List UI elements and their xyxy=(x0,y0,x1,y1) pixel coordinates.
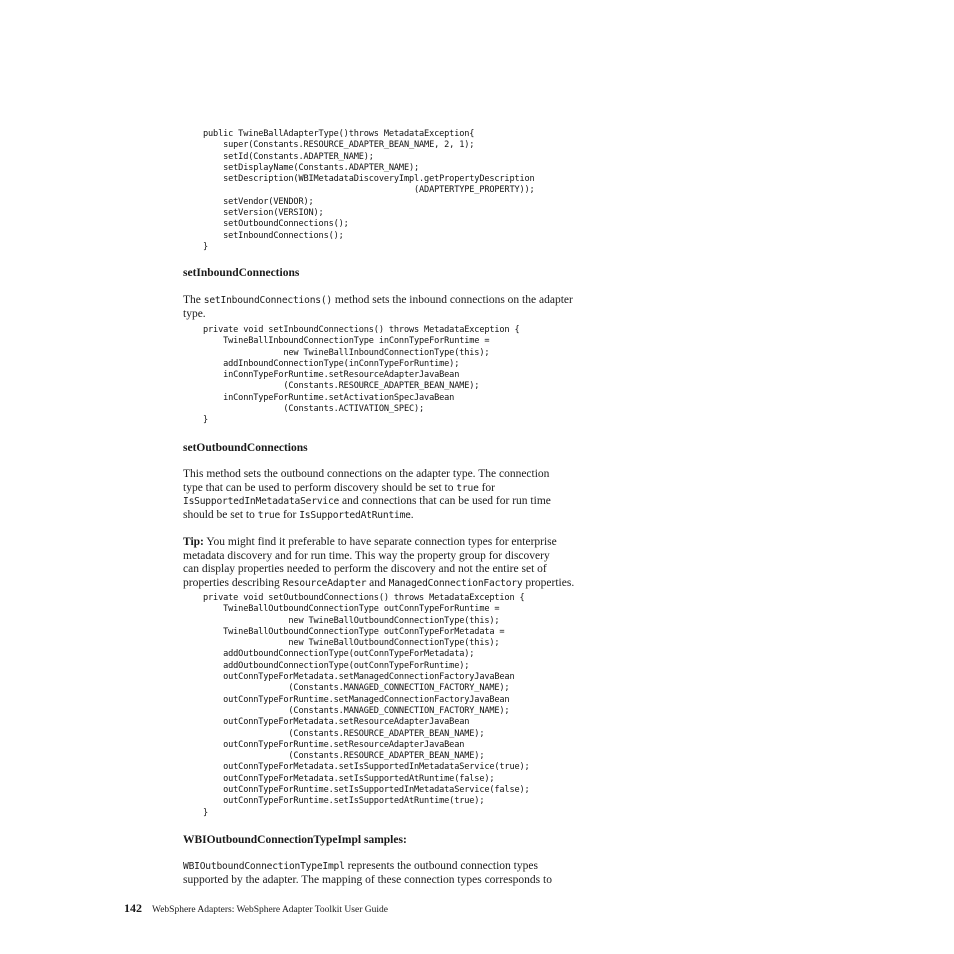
section-heading-inbound: setInboundConnections xyxy=(183,267,300,279)
code-line: private void setOutboundConnections() throws MetadataException { xyxy=(203,593,525,603)
code-line: outConnTypeForRuntime.setManagedConnectionFactoryJavaBean xyxy=(203,694,510,705)
code-line: (Constants.MANAGED_CONNECTION_FACTORY_NAME); xyxy=(203,705,510,716)
section-heading-samples: WBIOutboundConnectionTypeImpl samples: xyxy=(183,834,407,846)
code-line: public TwineBallAdapterType()throws MetadataException{ xyxy=(203,129,475,139)
code-line: setDescription(WBIMetadataDiscoveryImpl.getPropertyDescription xyxy=(203,174,535,185)
code-line: setVendor(VENDOR); xyxy=(203,196,314,207)
section-heading-outbound: setOutboundConnections xyxy=(183,442,308,454)
code-line: (Constants.RESOURCE_ADAPTER_BEAN_NAME); xyxy=(203,728,485,739)
tip-label: Tip: xyxy=(183,536,204,548)
paragraph-samples-description: WBIOutboundConnectionTypeImpl represents the outbound connection types supported by the adapter. The mapping of these connection types corresponds to xyxy=(183,860,552,886)
paragraph-inbound-description: The setInboundConnections() method sets the inbound connections on the adapter type. xyxy=(183,294,573,320)
paragraph-outbound-description: This method sets the outbound connections on the adapter type. The connection type that can be used to perform discovery should be set to true for IsSupportedInMetadataService and connections that can be used for run time should be set to true for IsSupportedAtRuntime. xyxy=(183,468,551,521)
code-line: new TwineBallOutboundConnectionType(this); xyxy=(203,615,500,626)
code-block-inbound xyxy=(203,325,520,427)
code-line: TwineBallInboundConnectionType inConnTypeForRuntime = xyxy=(203,336,490,347)
page-footer xyxy=(124,901,388,917)
footer-title: WebSphere Adapters: WebSphere Adapter Toolkit User Guide xyxy=(152,905,388,915)
code-line: outConnTypeForMetadata.setIsSupportedInMetadataService(true); xyxy=(203,762,530,773)
code-line: outConnTypeForMetadata.setResourceAdapterJavaBean xyxy=(203,717,470,728)
code-line: (ADAPTERTYPE_PROPERTY)); xyxy=(203,185,535,196)
code-line: addInboundConnectionType(inConnTypeForRuntime); xyxy=(203,358,460,369)
code-line: outConnTypeForRuntime.setResourceAdapterJavaBean xyxy=(203,739,465,750)
code-line: outConnTypeForMetadata.setManagedConnectionFactoryJavaBean xyxy=(203,672,515,683)
code-line: (Constants.MANAGED_CONNECTION_FACTORY_NAME); xyxy=(203,683,510,694)
code-line: setId(Constants.ADAPTER_NAME); xyxy=(203,151,374,162)
code-line: } xyxy=(203,241,209,252)
code-line: setDisplayName(Constants.ADAPTER_NAME); xyxy=(203,162,420,173)
code-line: outConnTypeForMetadata.setIsSupportedAtRuntime(false); xyxy=(203,773,495,784)
code-line: inConnTypeForRuntime.setActivationSpecJavaBean xyxy=(203,392,455,403)
code-line: outConnTypeForRuntime.setIsSupportedAtRuntime(true); xyxy=(203,796,485,807)
code-line: (Constants.RESOURCE_ADAPTER_BEAN_NAME); xyxy=(203,751,485,762)
code-line: (Constants.RESOURCE_ADAPTER_BEAN_NAME); xyxy=(203,381,480,392)
tip-note: Tip: You might find it preferable to have separate connection types for enterprise metadata discovery and for run time. This way the property group for discovery can display properties needed to perform the discovery and not the entire set of properties describing ResourceAdapter and ManagedConnectionFactory properties. xyxy=(183,536,575,589)
code-line: (Constants.ACTIVATION_SPEC); xyxy=(203,404,425,415)
code-line: outConnTypeForRuntime.setIsSupportedInMetadataService(false); xyxy=(203,785,530,796)
page-number: 142 xyxy=(124,901,142,915)
code-block-constructor xyxy=(203,129,535,253)
code-block-outbound xyxy=(203,593,530,819)
code-line: new TwineBallInboundConnectionType(this); xyxy=(203,347,490,358)
code-line: TwineBallOutboundConnectionType outConnTypeForMetadata = xyxy=(203,626,505,637)
code-line: } xyxy=(203,415,209,426)
code-line: addOutboundConnectionType(outConnTypeForRuntime); xyxy=(203,660,470,671)
code-line: TwineBallOutboundConnectionType outConnTypeForRuntime = xyxy=(203,604,500,615)
code-line: setInboundConnections(); xyxy=(203,230,344,241)
code-line: private void setInboundConnections() throws MetadataException { xyxy=(203,325,520,335)
code-line: } xyxy=(203,807,209,818)
code-line: new TwineBallOutboundConnectionType(this); xyxy=(203,638,500,649)
code-line: inConnTypeForRuntime.setResourceAdapterJavaBean xyxy=(203,370,460,381)
code-line: super(Constants.RESOURCE_ADAPTER_BEAN_NAME, 2, 1); xyxy=(203,140,475,151)
code-line: setOutboundConnections(); xyxy=(203,219,349,230)
code-line: setVersion(VERSION); xyxy=(203,208,324,219)
code-line: addOutboundConnectionType(outConnTypeForMetadata); xyxy=(203,649,475,660)
